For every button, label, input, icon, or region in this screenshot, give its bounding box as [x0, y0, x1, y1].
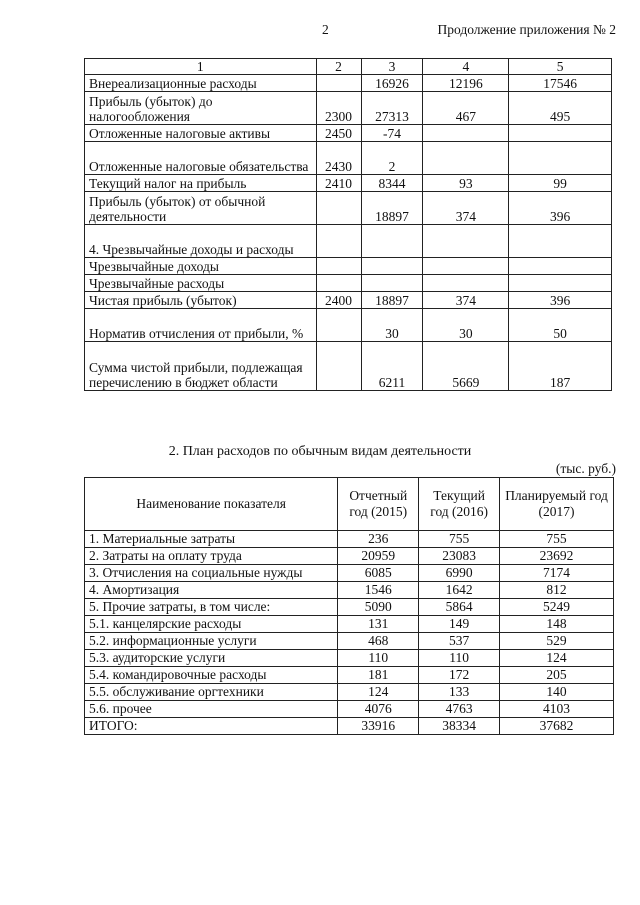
- row-label: Внереализационные расходы: [85, 75, 317, 92]
- row-value: 18897: [361, 292, 423, 309]
- row-value: 187: [509, 342, 612, 391]
- row-label: 5.3. аудиторские услуги: [85, 650, 338, 667]
- row-value: 37682: [500, 718, 614, 735]
- row-value: 468: [338, 633, 419, 650]
- row-value: [509, 142, 612, 175]
- row-value: 131: [338, 616, 419, 633]
- row-value: [361, 275, 423, 292]
- row-value: 6085: [338, 565, 419, 582]
- row-label: 5.1. канцелярские расходы: [85, 616, 338, 633]
- table-row: [85, 175, 612, 192]
- current-year-header: Текущий год (2016): [419, 478, 500, 531]
- row-value: 16926: [361, 75, 423, 92]
- row-value: 396: [509, 192, 612, 225]
- row-value: 133: [419, 684, 500, 701]
- column-number: 4: [423, 59, 509, 75]
- row-value: [423, 225, 509, 258]
- row-value: 30: [423, 309, 509, 342]
- column-number: 2: [316, 59, 361, 75]
- row-value: 2400: [316, 292, 361, 309]
- row-value: 205: [500, 667, 614, 684]
- row-value: 374: [423, 192, 509, 225]
- row-value: 5249: [500, 599, 614, 616]
- row-label: ИТОГО:: [85, 718, 338, 735]
- row-label: Отложенные налоговые обязательства: [85, 142, 317, 175]
- row-value: 374: [423, 292, 509, 309]
- row-value: 467: [423, 92, 509, 125]
- row-value: 23083: [419, 548, 500, 565]
- row-label: 5.2. информационные услуги: [85, 633, 338, 650]
- table-row: [85, 531, 614, 548]
- row-value: 2450: [316, 125, 361, 142]
- row-value: 50: [509, 309, 612, 342]
- row-value: 495: [509, 92, 612, 125]
- row-value: 529: [500, 633, 614, 650]
- row-value: 181: [338, 667, 419, 684]
- running-title: Продолжение приложения № 2: [437, 22, 616, 37]
- row-value: 8344: [361, 175, 423, 192]
- financial-results-table: [84, 58, 612, 391]
- row-label: Текущий налог на прибыль: [85, 175, 317, 192]
- table-row: [85, 633, 614, 650]
- row-value: 396: [509, 292, 612, 309]
- table-row: [85, 650, 614, 667]
- table-row: [85, 342, 612, 391]
- row-value: 2430: [316, 142, 361, 175]
- row-value: 124: [338, 684, 419, 701]
- column-number: 3: [361, 59, 423, 75]
- table-row: [85, 75, 612, 92]
- row-value: 110: [338, 650, 419, 667]
- row-value: 7174: [500, 565, 614, 582]
- indicator-name-header: Наименование показателя: [85, 478, 338, 531]
- row-label: 5.5. обслуживание оргтехники: [85, 684, 338, 701]
- row-label: 5.6. прочее: [85, 701, 338, 718]
- row-value: 148: [500, 616, 614, 633]
- table-row: [85, 701, 614, 718]
- table-row: [85, 565, 614, 582]
- table-row: [85, 125, 612, 142]
- row-value: 5669: [423, 342, 509, 391]
- row-value: 27313: [361, 92, 423, 125]
- row-label: 5. Прочие затраты, в том числе:: [85, 599, 338, 616]
- reporting-year-header: Отчетный год (2015): [338, 478, 419, 531]
- row-value: [316, 342, 361, 391]
- row-value: 5090: [338, 599, 419, 616]
- row-value: 2: [361, 142, 423, 175]
- row-value: [423, 275, 509, 292]
- column-number: 5: [509, 59, 612, 75]
- row-value: 537: [419, 633, 500, 650]
- row-value: 33916: [338, 718, 419, 735]
- row-value: 140: [500, 684, 614, 701]
- row-value: 4103: [500, 701, 614, 718]
- row-value: [316, 258, 361, 275]
- row-label: 2. Затраты на оплату труда: [85, 548, 338, 565]
- planned-year-header: Планируемый год (2017): [500, 478, 614, 531]
- column-number: 1: [85, 59, 317, 75]
- column-number-row: [85, 59, 612, 75]
- row-value: 172: [419, 667, 500, 684]
- row-value: [423, 258, 509, 275]
- row-value: 124: [500, 650, 614, 667]
- row-value: 110: [419, 650, 500, 667]
- row-value: 6990: [419, 565, 500, 582]
- row-value: [316, 225, 361, 258]
- row-label: Прибыль (убыток) до налогообложения: [85, 92, 317, 125]
- row-value: 93: [423, 175, 509, 192]
- table-row: [85, 718, 614, 735]
- row-label: Прибыль (убыток) от обычной деятельности: [85, 192, 317, 225]
- row-value: [509, 225, 612, 258]
- row-label: 3. Отчисления на социальные нужды: [85, 565, 338, 582]
- row-label: 4. Чрезвычайные доходы и расходы: [85, 225, 317, 258]
- table-row: [85, 225, 612, 258]
- row-value: [509, 258, 612, 275]
- row-value: 755: [500, 531, 614, 548]
- row-value: [316, 309, 361, 342]
- table-row: [85, 275, 612, 292]
- row-value: -74: [361, 125, 423, 142]
- row-value: [509, 125, 612, 142]
- header-row: [85, 478, 614, 531]
- row-label: Чрезвычайные расходы: [85, 275, 317, 292]
- row-value: 18897: [361, 192, 423, 225]
- row-value: 4763: [419, 701, 500, 718]
- row-value: 1642: [419, 582, 500, 599]
- table-row: [85, 684, 614, 701]
- row-value: [316, 75, 361, 92]
- row-value: 149: [419, 616, 500, 633]
- row-label: Норматив отчисления от прибыли, %: [85, 309, 317, 342]
- row-label: 1. Материальные затраты: [85, 531, 338, 548]
- row-value: 17546: [509, 75, 612, 92]
- row-label: Сумма чистой прибыли, подлежащая перечислению в бюджет области: [85, 342, 317, 391]
- row-value: 23692: [500, 548, 614, 565]
- row-value: 99: [509, 175, 612, 192]
- section-title: 2. План расходов по обычным видам деятельности: [168, 444, 472, 459]
- table-row: [85, 667, 614, 684]
- row-value: 38334: [419, 718, 500, 735]
- row-value: 30: [361, 309, 423, 342]
- row-value: [361, 258, 423, 275]
- page-number: 2: [322, 22, 329, 37]
- row-value: 2300: [316, 92, 361, 125]
- row-value: [316, 192, 361, 225]
- row-value: [509, 275, 612, 292]
- row-label: Чрезвычайные доходы: [85, 258, 317, 275]
- row-value: [423, 142, 509, 175]
- row-value: 5864: [419, 599, 500, 616]
- row-value: 6211: [361, 342, 423, 391]
- table-row: [85, 309, 612, 342]
- row-value: 2410: [316, 175, 361, 192]
- table-row: [85, 599, 614, 616]
- table-row: [85, 582, 614, 599]
- table-row: [85, 92, 612, 125]
- units-label: (тыс. руб.): [555, 461, 616, 476]
- row-value: [361, 225, 423, 258]
- row-value: [423, 125, 509, 142]
- row-label: 5.4. командировочные расходы: [85, 667, 338, 684]
- table-row: [85, 142, 612, 175]
- table-row: [85, 258, 612, 275]
- row-value: 12196: [423, 75, 509, 92]
- row-value: 4076: [338, 701, 419, 718]
- row-value: 236: [338, 531, 419, 548]
- row-value: 20959: [338, 548, 419, 565]
- row-value: 1546: [338, 582, 419, 599]
- row-value: 755: [419, 531, 500, 548]
- table-row: [85, 192, 612, 225]
- table-row: [85, 616, 614, 633]
- table-row: [85, 548, 614, 565]
- row-value: [316, 275, 361, 292]
- row-value: 812: [500, 582, 614, 599]
- row-label: Отложенные налоговые активы: [85, 125, 317, 142]
- row-label: 4. Амортизация: [85, 582, 338, 599]
- row-label: Чистая прибыль (убыток): [85, 292, 317, 309]
- table-row: [85, 292, 612, 309]
- expense-plan-table: [84, 477, 614, 735]
